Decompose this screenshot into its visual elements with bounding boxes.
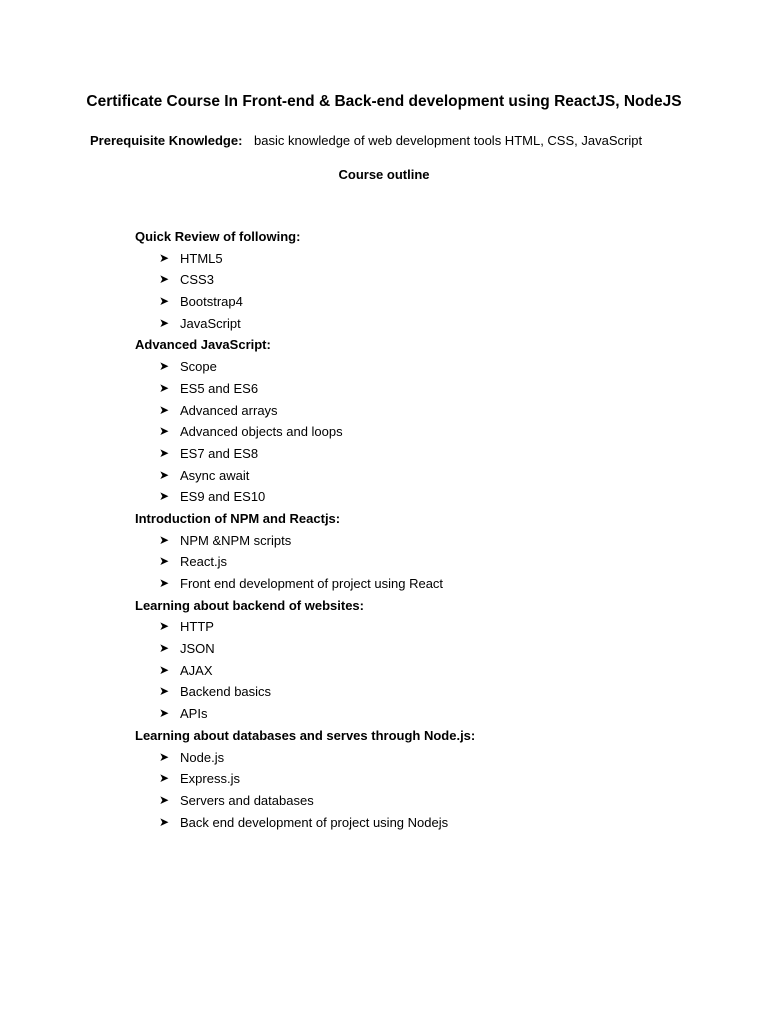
list-item — [135, 465, 475, 487]
list-item — [135, 573, 475, 595]
list-item-text: Front end development of project using React — [180, 576, 444, 591]
list-item-text: JavaScript — [180, 315, 241, 331]
arrow-bullet-icon: ➤ — [159, 380, 170, 395]
arrow-bullet-icon: ➤ — [159, 489, 170, 504]
list-item — [135, 638, 475, 660]
list-item — [135, 660, 475, 682]
list-item-text: ES9 and ES10 — [180, 489, 266, 505]
list-item-text: Advanced arrays — [180, 402, 278, 418]
arrow-bullet-icon: ➤ — [159, 424, 170, 439]
list-item — [135, 812, 475, 834]
list-item — [135, 400, 475, 422]
arrow-bullet-icon: ➤ — [159, 684, 170, 699]
arrow-bullet-icon: ➤ — [159, 250, 170, 265]
arrow-bullet-icon: ➤ — [159, 771, 170, 786]
list-item — [135, 421, 475, 443]
page-title: Certificate Course In Front-end & Back-end development using ReactJS, NodeJS — [86, 93, 682, 110]
arrow-bullet-icon: ➤ — [159, 641, 170, 656]
arrow-bullet-icon: ➤ — [159, 706, 170, 721]
list-item-text: HTTP — [180, 619, 214, 635]
arrow-bullet-icon: ➤ — [159, 749, 170, 764]
list-item-text: ES7 and ES8 — [180, 445, 259, 461]
arrow-bullet-icon: ➤ — [159, 814, 170, 829]
list-item-text: React.js — [180, 554, 227, 570]
list-item — [135, 747, 475, 769]
arrow-bullet-icon: ➤ — [159, 554, 170, 569]
list-item-text: APIs — [180, 706, 208, 722]
list-item — [135, 616, 475, 638]
section-heading: Quick Review of following: — [135, 229, 301, 244]
list-item-text: AJAX — [180, 662, 213, 678]
section-heading: Advanced JavaScript: — [135, 337, 271, 353]
list-item — [135, 313, 475, 335]
list-item — [135, 551, 475, 573]
list-item-text: HTML5 — [180, 250, 223, 266]
list-item-text: Advanced objects and loops — [180, 424, 343, 440]
list-item-text: Backend basics — [180, 684, 272, 700]
arrow-bullet-icon: ➤ — [159, 532, 170, 547]
list-item — [135, 790, 475, 812]
list-item-text: JSON — [180, 641, 215, 657]
list-item-text: Express.js — [180, 771, 240, 787]
arrow-bullet-icon: ➤ — [159, 662, 170, 677]
list-item-text: Async await — [180, 467, 250, 483]
arrow-bullet-icon: ➤ — [159, 619, 170, 634]
list-item-text: Servers and databases — [180, 792, 314, 808]
prerequisite-text: basic knowledge of web development tools HTML, CSS, JavaScript — [254, 133, 643, 148]
list-item-text: Bootstrap4 — [180, 294, 243, 310]
section-item-list — [135, 747, 475, 834]
list-item — [135, 486, 475, 508]
list-item-text: Node.js — [180, 749, 225, 765]
list-item — [135, 443, 475, 465]
list-item — [135, 681, 475, 703]
list-item — [135, 269, 475, 291]
list-item — [135, 530, 475, 552]
arrow-bullet-icon: ➤ — [159, 294, 170, 309]
arrow-bullet-icon: ➤ — [159, 402, 170, 417]
course-outline-heading: Course outline — [338, 167, 430, 182]
section-heading: Learning about backend of websites: — [135, 597, 364, 613]
arrow-bullet-icon: ➤ — [159, 467, 170, 482]
section-item-list — [135, 248, 475, 335]
list-item-text: Back end development of project using Nodejs — [180, 814, 449, 830]
list-item — [135, 291, 475, 313]
list-item — [135, 768, 475, 790]
prerequisite-line — [90, 133, 642, 148]
list-item — [135, 703, 475, 725]
list-item — [135, 378, 475, 400]
prerequisite-label: Prerequisite Knowledge: — [90, 133, 243, 148]
section-item-list — [135, 616, 475, 724]
arrow-bullet-icon: ➤ — [159, 272, 170, 287]
arrow-bullet-icon: ➤ — [159, 359, 170, 374]
list-item-text: CSS3 — [180, 272, 214, 288]
section-item-list — [135, 530, 475, 595]
list-item-text: Scope — [180, 359, 217, 375]
section-heading: Introduction of NPM and Reactjs: — [135, 510, 341, 526]
list-item-text: ES5 and ES6 — [180, 380, 259, 396]
arrow-bullet-icon: ➤ — [159, 576, 170, 590]
list-item-text: NPM &NPM scripts — [180, 532, 292, 548]
course-sections — [135, 226, 475, 833]
list-item — [135, 356, 475, 378]
arrow-bullet-icon: ➤ — [159, 792, 170, 807]
arrow-bullet-icon: ➤ — [159, 315, 170, 330]
section-heading: Learning about databases and serves through Node.js: — [135, 727, 476, 743]
arrow-bullet-icon: ➤ — [159, 445, 170, 460]
list-item — [135, 248, 475, 270]
section-item-list — [135, 356, 475, 508]
